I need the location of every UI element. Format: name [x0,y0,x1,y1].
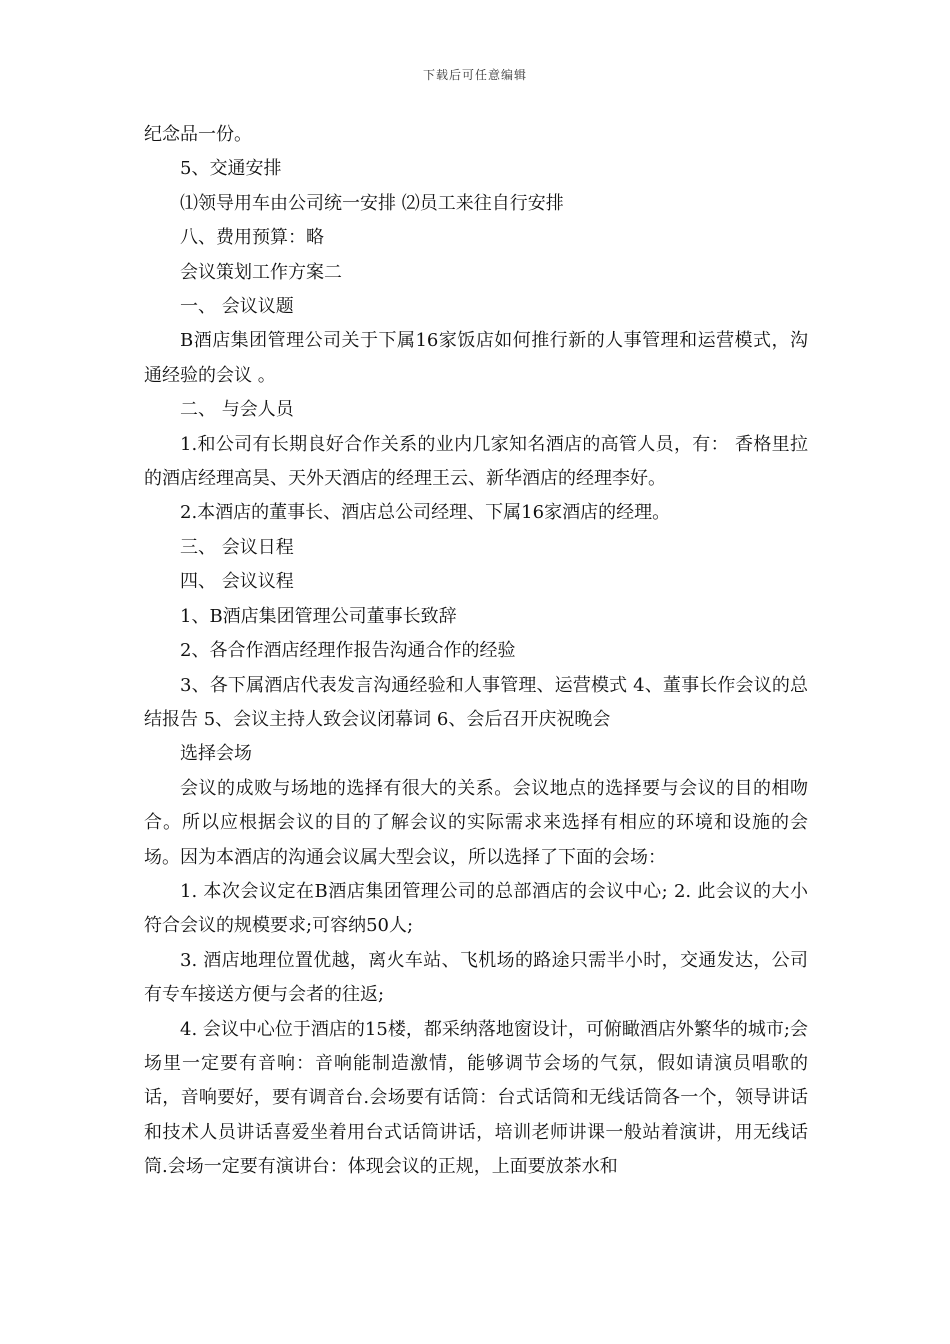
section-heading: 四、 会议议程 [180,571,294,593]
paragraph: ⑴领导用车由公司统一安排 ⑵员工来往自行安排 [180,192,564,214]
paragraph: 八、费用预算：略 [180,227,324,249]
section-heading: 一、 会议议题 [180,296,294,318]
section-heading: 选择会场 [180,743,252,765]
list-item: 1、B酒店集团管理公司董事长致辞 [180,605,457,627]
list-item: 2、各合作酒店经理作报告沟通合作的经验 [180,640,516,662]
document-body [144,118,808,1185]
section-heading: 二、 与会人员 [180,399,294,421]
list-item: 4. 会议中心位于酒店的15楼，都采纳落地窗设计，可俯瞰酒店外繁华的城市;会场里一定要有音响：音响能制造激情，能够调节会场的气氛，假如请演员唱歌的话，音响要好，要有调音台.会场要有话筒：台式话筒和无线话筒各一个，领导讲话和技术人员讲话喜爱坐着用台式话筒讲话，培训老师讲课一般站着演讲，用无线话筒.会场一定要有演讲台：体现会议的正规，上面要放茶水和 [144,1018,808,1178]
paragraph: 1.和公司有长期良好合作关系的业内几家知名酒店的高管人员，有： 香格里拉的酒店经理高昊、天外天酒店的经理王云、新华酒店的经理李好。 [144,433,808,490]
list-item: 3、各下属酒店代表发言沟通经验和人事管理、运营模式 4、董事长作会议的总结报告 5、会议主持人致会议闭幕词 6、会后召开庆祝晚会 [144,674,808,730]
paragraph: 5、交通安排 [180,158,282,180]
paragraph: B酒店集团管理公司关于下属16家饭店如何推行新的人事管理和运营模式，沟通经验的会议 。 [144,330,808,386]
paragraph: 会议的成败与场地的选择有很大的关系。会议地点的选择要与会议的目的相吻合。所以应根据会议的目的了解会议的实际需求来选择有相应的环境和设施的会场。因为本酒店的沟通会议属大型会议，所以选择了下面的会场： [144,777,808,868]
paragraph: 2.本酒店的董事长、酒店总公司经理、下属16家酒店的经理。 [180,502,671,524]
paragraph: 纪念品一份。 [144,124,252,145]
list-item: 3. 酒店地理位置优越，离火车站、飞机场的路途只需半小时，交通发达，公司有专车接送方便与会者的往返; [144,949,808,1006]
section-title: 会议策划工作方案二 [180,261,342,283]
list-item: 1. 本次会议定在B酒店集团管理公司的总部酒店的会议中心; 2. 此会议的大小符合会议的规模要求;可容纳50人; [144,880,808,937]
section-heading: 三、 会议日程 [180,536,294,558]
page-header: 下载后可任意编辑 [422,68,527,82]
